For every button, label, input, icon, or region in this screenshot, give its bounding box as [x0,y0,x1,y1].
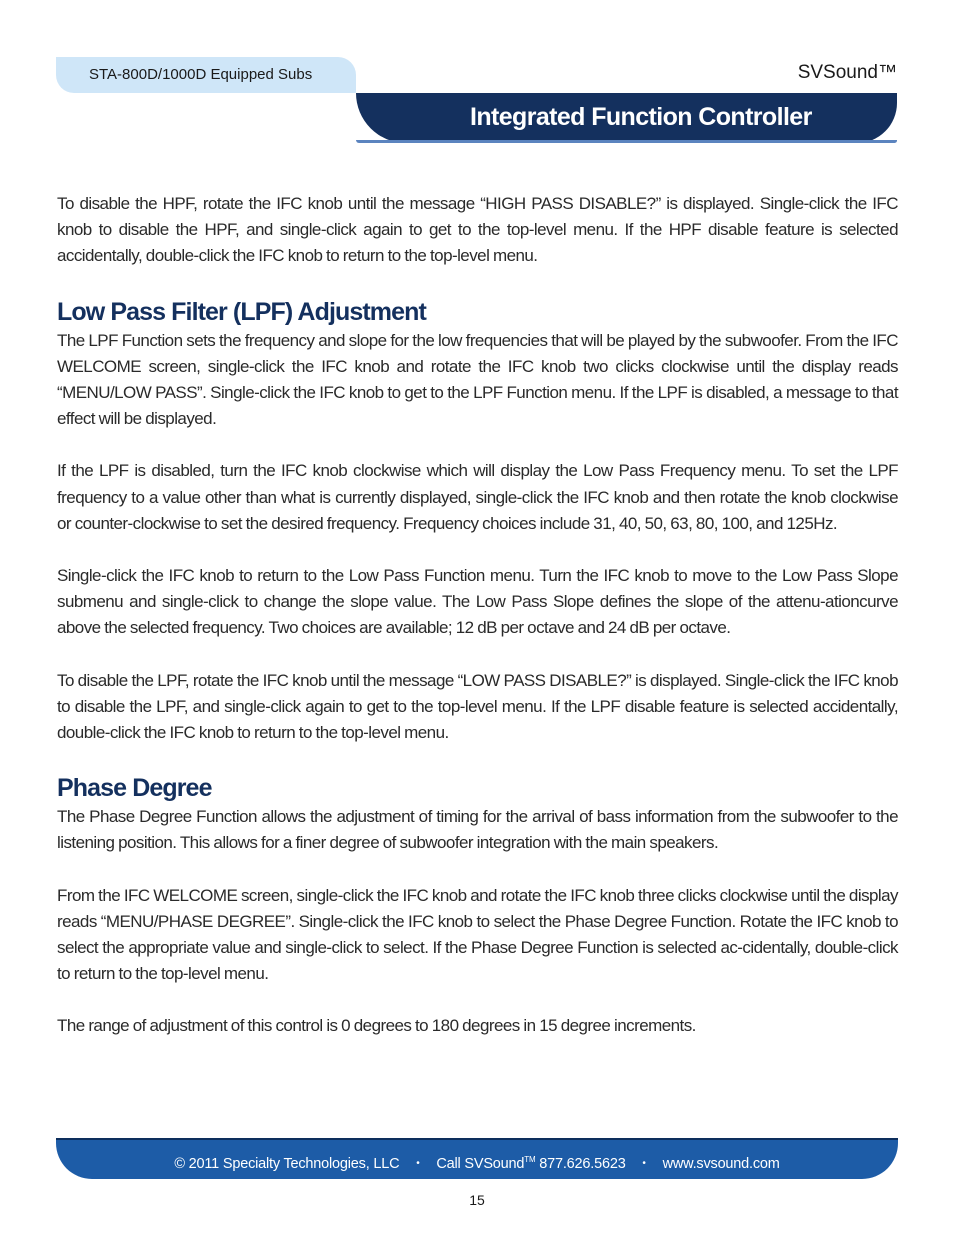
phase-heading: Phase Degree [57,774,212,803]
brand-name: SVSound™ [797,62,897,83]
footer-copyright: © 2011 Specialty Technologies, LLC [174,1156,400,1172]
lpf-paragraph-2: If the LPF is disabled, turn the IFC knob clockwise which will display the Low Pass Frequency menu. To set the LPF frequency to a value other than what is currently displayed, single-click the IFC knob and then rotate the knob clockwise or counter-clockwise to set the desired frequency. Frequency choices include 31, 40, 50, 63, 80, 100, and 125Hz. [57,461,898,533]
footer-trademark: TM [524,1155,536,1164]
footer-website[interactable]: www.svsound.com [662,1156,780,1172]
lpf-heading: Low Pass Filter (LPF) Adjustment [57,297,426,326]
footer-call-prefix: Call SVSound [436,1156,525,1172]
footer-separator: • [416,1158,420,1169]
footer-bar [56,1138,898,1179]
lpf-paragraph-1: The LPF Function sets the frequency and slope for the low frequencies that will be played by the subwoofer. From the IFC WELCOME screen, single-click the IFC knob and rotate the IFC knob two clicks clockwise until the display reads “MENU/LOW PASS”. Single-click the IFC knob to get to the LPF Function menu. If the LPF is disabled, a message to that effect will be displayed. [57,330,898,429]
footer-separator-2: • [642,1158,646,1169]
page-title: Integrated Function Controller [470,103,812,131]
model-tab: STA-800D/1000D Equipped Subs [56,57,356,93]
title-bar [356,93,897,143]
phase-paragraph-1: The Phase Degree Function allows the adjustment of timing for the arrival of bass information from the subwoofer to the listening position. This allows for a finer degree of subwoofer integration with the main speakers. [57,807,898,853]
lpf-paragraph-4: To disable the LPF, rotate the IFC knob until the message “LOW PASS DISABLE?” is displayed. Single-click the IFC knob to disable the LPF, and single-click again to get to the top-level menu. If the LPF disable feature is selected accidentally, double-click the IFC knob to return to the top-level menu. [57,670,898,743]
phase-paragraph-3: The range of adjustment of this control is 0 degrees to 180 degrees in 15 degree increments. [57,1016,696,1036]
hpf-disable-paragraph: To disable the HPF, rotate the IFC knob until the message “HIGH PASS DISABLE?” is displayed. Single-click the IFC knob to disable the HPF, and single-click again to get to the top-level menu. If the HPF disable feature is selected accidentally, double-click the IFC knob to return to the top-level menu. [57,194,898,266]
footer-phone: 877.626.5623 [539,1156,626,1172]
main-content [57,191,898,1040]
page-number: 15 [469,1192,485,1208]
lpf-paragraph-3: Single-click the IFC knob to return to the Low Pass Function menu. Turn the IFC knob to move to the Low Pass Slope submenu and single-click to change the slope value. The Low Pass Slope defines the slope of the attenu-ationcurve above the selected frequency. Two choices are available; 12 dB per octave and 24 dB per octave. [57,566,898,638]
phase-paragraph-2: From the IFC WELCOME screen, single-click the IFC knob and rotate the IFC knob three clicks clockwise until the display reads “MENU/PHASE DEGREE”. Single-click the IFC knob to select the Phase Degree Function. Rotate the IFC knob to select the appropriate value and single-click to select. If the Phase Degree Function is selected ac-cidentally, double-click to return to the top-level menu. [57,885,898,984]
